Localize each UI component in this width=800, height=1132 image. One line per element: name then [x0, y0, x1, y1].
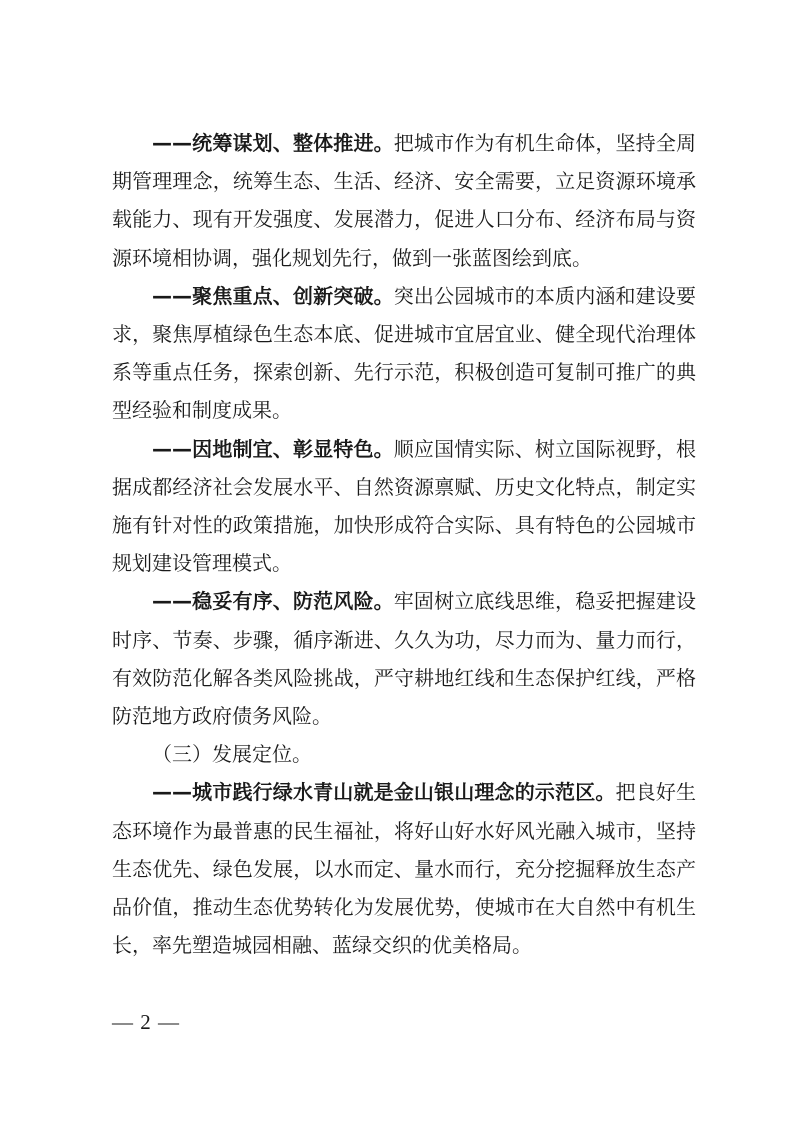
paragraph-lead: ——因地制宜、彰显特色。	[152, 436, 394, 461]
document-body	[112, 124, 696, 964]
paragraph-lead: ——稳妥有序、防范风险。	[152, 589, 394, 614]
section-title: （三）发展定位。	[152, 742, 312, 767]
paragraph-text: 突出公园城市的本质内涵和建设要求，聚焦厚植绿色生态本底、促进城市宜居宜业、健全现代治理体系等重点任务，探索创新、先行示范，积极创造可复制可推广的典型经验和制度成果。	[112, 283, 697, 423]
paragraph-lead: ——城市践行绿水青山就是金山银山理念的示范区。	[152, 780, 616, 805]
paragraph-principle-2	[112, 277, 696, 430]
paragraph-principle-1	[112, 124, 696, 277]
paragraph-lead: ——聚焦重点、创新突破。	[152, 283, 394, 308]
paragraph-text: 顺应国情实际、树立国际视野，根据成都经济社会发展水平、自然资源禀赋、历史文化特点，制定实施有针对性的政策措施，加快形成符合实际、具有特色的公园城市规划建设管理模式。	[112, 436, 697, 576]
paragraph-lead: ——统筹谋划、整体推进。	[152, 131, 394, 155]
paragraph-positioning-1	[112, 773, 696, 964]
page-number: — 2 —	[112, 1010, 180, 1034]
paragraph-principle-3	[112, 430, 696, 583]
paragraph-text: 把良好生态环境作为最普惠的民生福祉，将好山好水好风光融入城市，坚持生态优先、绿色发展，以水而定、量水而行，充分挖掘释放生态产品价值，推动生态优势转化为发展优势，使城市在大自然中有机生长，率先塑造城园相融、蓝绿交织的优美格局。	[112, 780, 697, 958]
section-heading	[112, 735, 696, 773]
paragraph-principle-4	[112, 582, 696, 735]
paragraph-text: 牢固树立底线思维，稳妥把握建设时序、节奏、步骤，循序渐进、久久为功，尽力而为、量力而行，有效防范化解各类风险挑战，严守耕地红线和生态保护红线，严格防范地方政府债务风险。	[112, 589, 697, 729]
paragraph-text: 把城市作为有机生命体，坚持全周期管理理念，统筹生态、生活、经济、安全需要，立足资源环境承载能力、现有开发强度、发展潜力，促进人口分布、经济布局与资源环境相协调，强化规划先行，做到一张蓝图绘到底。	[112, 131, 697, 270]
